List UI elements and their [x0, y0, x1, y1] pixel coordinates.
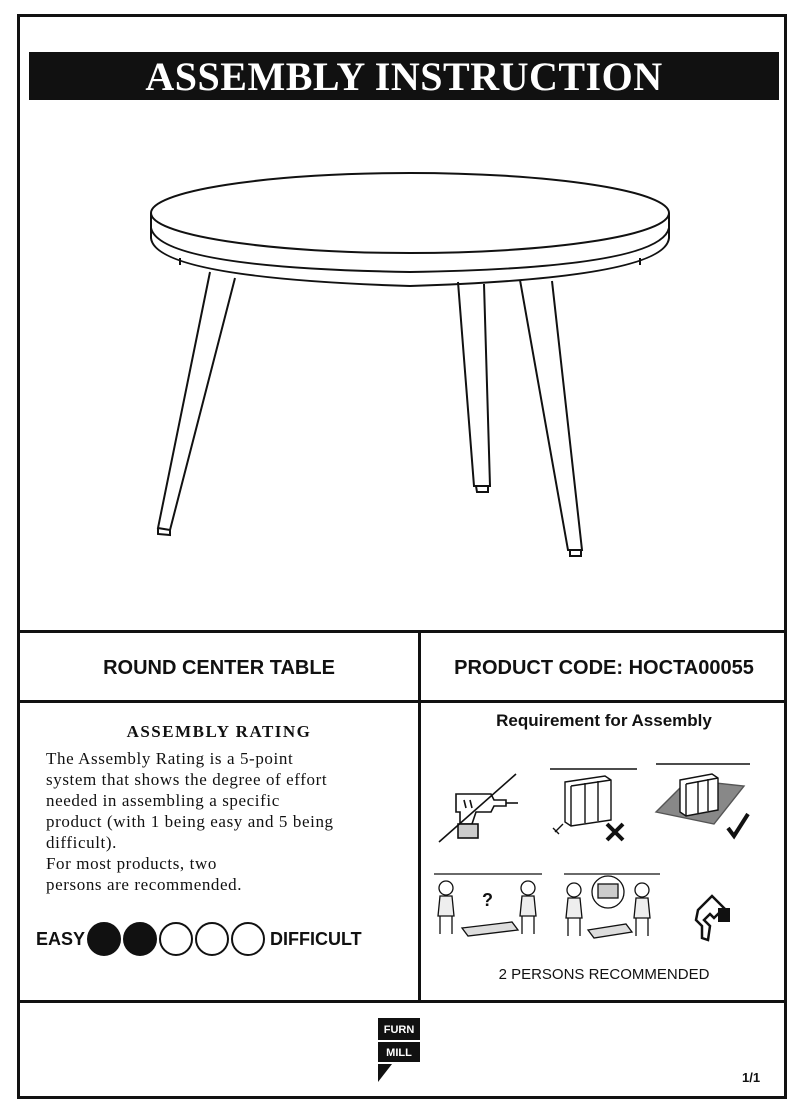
- rating-line: For most products, two: [46, 854, 217, 873]
- product-code: PRODUCT CODE: HOCTA00055: [454, 656, 754, 679]
- rating-dot-empty: [159, 922, 193, 956]
- rating-line: system that shows the degree of effort: [46, 770, 328, 789]
- svg-text:?: ?: [482, 890, 493, 910]
- easy-label: EASY: [36, 928, 86, 949]
- two-persons-reading-icon: [560, 872, 664, 942]
- rating-line: The Assembly Rating is a 5-point: [46, 749, 294, 768]
- divider-top: [17, 630, 787, 633]
- rating-dot-empty: [195, 922, 229, 956]
- hand-tool-icon: [688, 890, 738, 944]
- logo-text-top: FURN: [383, 1024, 415, 1036]
- one-person-confused-icon: [432, 872, 544, 942]
- difficulty-scale: [36, 919, 362, 959]
- divider-vertical: [418, 630, 421, 1003]
- requirements-heading: Requirement for Assembly: [496, 711, 712, 730]
- rating-dots: [87, 922, 267, 956]
- persons-recommended-note: 2 PERSONS RECOMMENDED: [498, 966, 710, 983]
- divider-bottom: [17, 1000, 787, 1003]
- no-power-drill-icon: [436, 772, 526, 844]
- assembly-rating-description: [46, 748, 406, 895]
- assembly-rating-heading: ASSEMBLY RATING: [126, 722, 312, 741]
- round-table-illustration: [140, 168, 680, 563]
- rating-line: persons are recommended.: [46, 875, 243, 894]
- rating-line: needed in assembling a specific: [46, 791, 280, 810]
- rating-dot-filled: [123, 922, 157, 956]
- page-title: ASSEMBLY INSTRUCTION: [29, 52, 779, 100]
- rating-dot-empty: [231, 922, 265, 956]
- logo-text-bottom: MILL: [386, 1047, 412, 1059]
- use-soft-surface-icon: [654, 762, 754, 846]
- furnmill-logo: [378, 1018, 420, 1084]
- rating-line: difficult).: [46, 833, 117, 852]
- no-hard-floor-icon: [545, 768, 645, 848]
- product-name: ROUND CENTER TABLE: [103, 656, 335, 679]
- rating-line: product (with 1 being easy and 5 being: [46, 812, 334, 831]
- difficult-label: DIFFICULT: [270, 928, 362, 949]
- page-number: 1/1: [742, 1070, 761, 1085]
- rating-dot-filled: [87, 922, 121, 956]
